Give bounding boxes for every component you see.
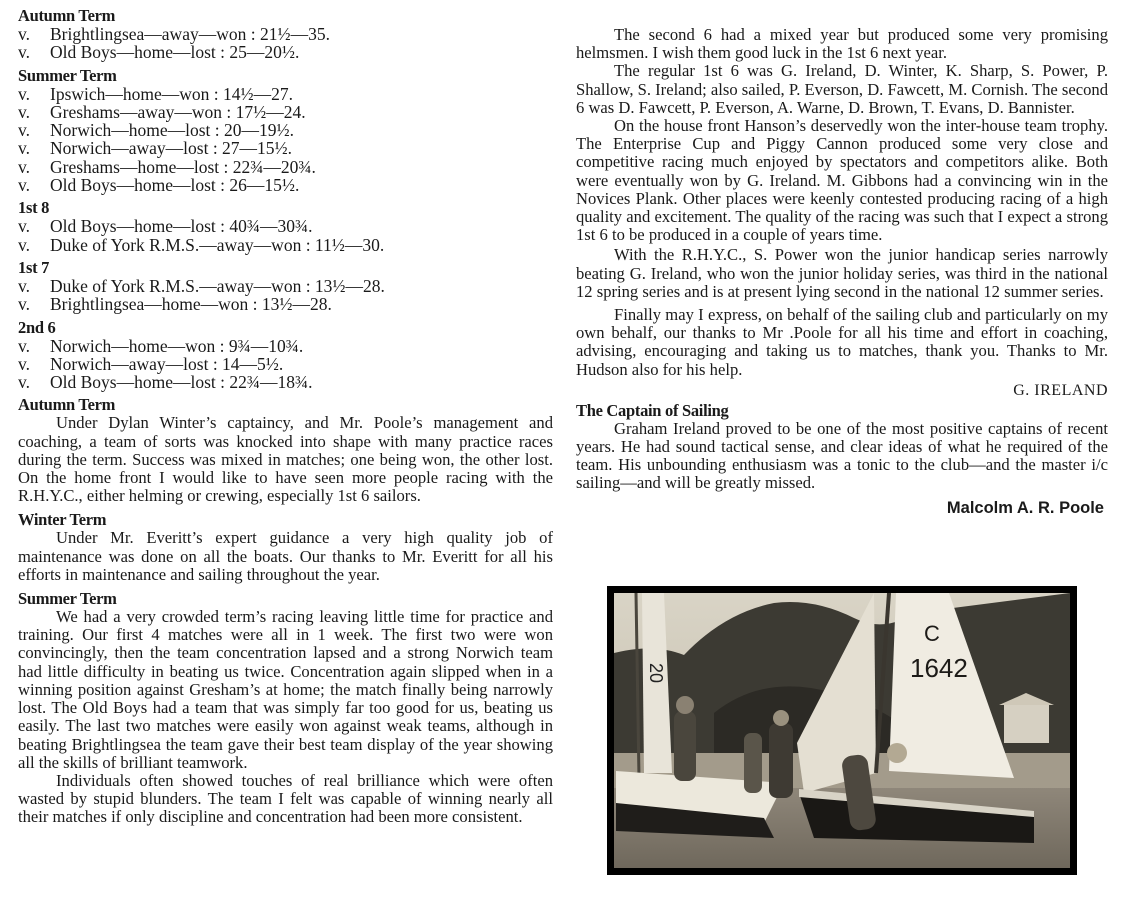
versus-prefix: v. xyxy=(18,120,30,141)
match-result-text: Norwich—away—lost : 14—5½. xyxy=(50,353,284,374)
match-result xyxy=(18,337,553,355)
person xyxy=(769,723,793,798)
person-head xyxy=(676,696,694,714)
match-result xyxy=(18,103,553,121)
captain-heading: The Captain of Sailing xyxy=(576,400,729,420)
match-result xyxy=(18,217,553,235)
versus-prefix: v. xyxy=(18,372,30,393)
person xyxy=(744,733,762,793)
match-result xyxy=(18,355,553,373)
match-result-text: Old Boys—home—lost : 22¾—18¾. xyxy=(50,372,313,393)
versus-prefix: v. xyxy=(18,175,30,196)
match-result-text: Brightlingsea—home—won : 13½—28. xyxy=(50,294,332,315)
results-group-heading: 1st 8 xyxy=(18,198,50,218)
match-result-text: Duke of York R.M.S.—away—won : 11½—30. xyxy=(50,234,385,255)
versus-prefix: v. xyxy=(18,24,30,44)
person-head xyxy=(773,710,789,726)
match-result-text: Old Boys—home—lost : 40¾—30¾. xyxy=(50,216,313,237)
match-results xyxy=(18,6,553,391)
versus-prefix: v. xyxy=(18,101,30,122)
versus-prefix: v. xyxy=(18,216,30,237)
versus-prefix: v. xyxy=(18,335,30,356)
summer-paragraph-2: Individuals often showed touches of real brilliance which were often wasted by stupid blunders. The team I felt was capable of winning nearly all their matches if only discipline and concentration had been more consistent. xyxy=(18,770,553,827)
match-result xyxy=(18,85,553,103)
match-result-text: Norwich—home—won : 9¾—10¾. xyxy=(50,335,304,356)
photo-hut xyxy=(1004,703,1049,743)
match-result xyxy=(18,236,553,254)
results-group xyxy=(18,198,553,254)
section-heading-summer: Summer Term xyxy=(18,589,117,609)
results-group-heading: Summer Term xyxy=(18,65,117,85)
report-paragraph: The regular 1st 6 was G. Ireland, D. Winter, K. Sharp, S. Power, P. Shallow, S. Ireland; also sailed, P. Everson, D. Fawcett, M. Cornish. The second 6 was D. Fawcett, P. Everson, A. Warne, D. Brown, T. Evans, D. Bannister. xyxy=(576,61,1108,117)
winter-paragraph: Under Mr. Everitt’s expert guidance a very high quality job of maintenance was done on all the boats. Our thanks to Mr. Everitt for all his efforts in maintenance and sailing throughout the year. xyxy=(18,528,553,584)
versus-prefix: v. xyxy=(18,83,30,104)
match-result xyxy=(18,277,553,295)
match-result-text: Brightlingsea—away—won : 21½—35. xyxy=(50,24,330,44)
captain-paragraph: Graham Ireland proved to be one of the most positive captains of recent years. He had sound tactical sense, and clear ideas of what he required of the team. His unbounding enthusiasm was a tonic to the club—and the master i/c sailing—and will be greatly missed. xyxy=(576,418,1108,493)
match-result xyxy=(18,176,553,194)
sail-letter: C xyxy=(924,621,940,646)
match-result xyxy=(18,295,553,313)
match-result xyxy=(18,139,553,157)
results-group-heading: 2nd 6 xyxy=(18,317,56,337)
boy-head xyxy=(887,743,907,763)
results-group xyxy=(18,318,553,392)
section-heading-winter: Winter Term xyxy=(18,510,107,530)
match-result-text: Greshams—home—lost : 22¾—20¾. xyxy=(50,156,316,177)
versus-prefix: v. xyxy=(18,138,30,159)
person xyxy=(674,711,696,781)
match-result-text: Old Boys—home—lost : 26—15½. xyxy=(50,175,300,196)
match-result xyxy=(18,25,553,43)
left-sail-number: 20 xyxy=(646,663,666,684)
report-paragraph: On the house front Hanson’s deservedly won the inter-house team trophy. The Enterprise Cup and Piggy Cannon produced some very close and competitive racing much enjoyed by spectators and competitors alike. Both were eventually won by G. Ireland. M. Gibbons had a convincing win in the Novices Plank. Other places were keenly contested producing racing of a high quality and excitement. The quality of the racing was such that I expect a strong 1st 6 to be produced in a couple of years time. xyxy=(576,116,1108,245)
section-heading-autumn: Autumn Term xyxy=(18,395,116,415)
match-result-text: Norwich—away—lost : 27—15½. xyxy=(50,138,293,159)
right-column xyxy=(576,26,1108,518)
results-group-heading: 1st 7 xyxy=(18,257,50,277)
left-column xyxy=(18,6,553,832)
match-result-text: Greshams—away—won : 17½—24. xyxy=(50,101,306,122)
match-result-text: Duke of York R.M.S.—away—won : 13½—28. xyxy=(50,275,385,296)
match-result xyxy=(18,121,553,139)
versus-prefix: v. xyxy=(18,275,30,296)
autumn-paragraph: Under Dylan Winter’s captaincy, and Mr. Poole’s management and coaching, a team of sorts was knocked into shape with many practice races during the term. Success was mixed in matches; one being won, the other lost. On the home front I would like to have seen more people racing with the R.H.Y.C., either helming or crewing, especially 1st 6 sailors. xyxy=(18,413,553,506)
match-result-text: Ipswich—home—won : 14½—27. xyxy=(50,83,294,104)
report-paragraph: With the R.H.Y.C., S. Power won the junior handicap series narrowly beating G. Ireland, who won the junior holiday series, was third in the national 12 spring series and is at present lying second in the national 12 summer series. xyxy=(576,245,1108,301)
report-paragraph: Finally may I express, on behalf of the sailing club and particularly on my own behalf, our thanks to Mr .Poole for all his time and effort in coaching, advising, encouraging and taking us to matches, thank you. Thanks to Mr. Hudson also for his help. xyxy=(576,305,1108,379)
match-result-text: Norwich—home—lost : 20—19½. xyxy=(50,120,295,141)
report-paragraph: The second 6 had a mixed year but produced some very promising helmsmen. I wish them good luck in the 1st 6 next year. xyxy=(576,25,1108,63)
match-result xyxy=(18,158,553,176)
match-result xyxy=(18,373,553,391)
versus-prefix: v. xyxy=(18,294,30,315)
versus-prefix: v. xyxy=(18,234,30,255)
versus-prefix: v. xyxy=(18,353,30,374)
sail-number: 1642 xyxy=(910,653,968,683)
report-signature: G. IRELAND xyxy=(1013,381,1108,399)
match-result xyxy=(18,43,553,61)
captain-signature: Malcolm A. R. Poole xyxy=(946,498,1104,517)
versus-prefix: v. xyxy=(18,156,30,177)
results-group xyxy=(18,66,553,195)
results-group xyxy=(18,6,553,62)
results-group-heading: Autumn Term xyxy=(18,6,116,25)
results-group xyxy=(18,258,553,314)
versus-prefix: v. xyxy=(18,42,30,63)
match-result-text: Old Boys—home—lost : 25—20½. xyxy=(50,42,300,63)
summer-paragraph-1: We had a very crowded term’s racing leaving little time for practice and training. Our first 4 matches were all in 1 week. The first two were won convincingly, then the team concentration lapsed and a strong Norwich team had little difficulty in beating us twice. Concentration again slipped when in a winning position against Gresham’s at home; the match finally being narrowly lost. The Old Boys had a team that was simply far too good for us, beating us easily. The last two matches were easily won against weak teams, although in beating Brightlingsea the team gave their best team display of the year showing all the skills of brilliant teamwork. xyxy=(18,607,553,772)
sailing-photo xyxy=(607,586,1077,875)
